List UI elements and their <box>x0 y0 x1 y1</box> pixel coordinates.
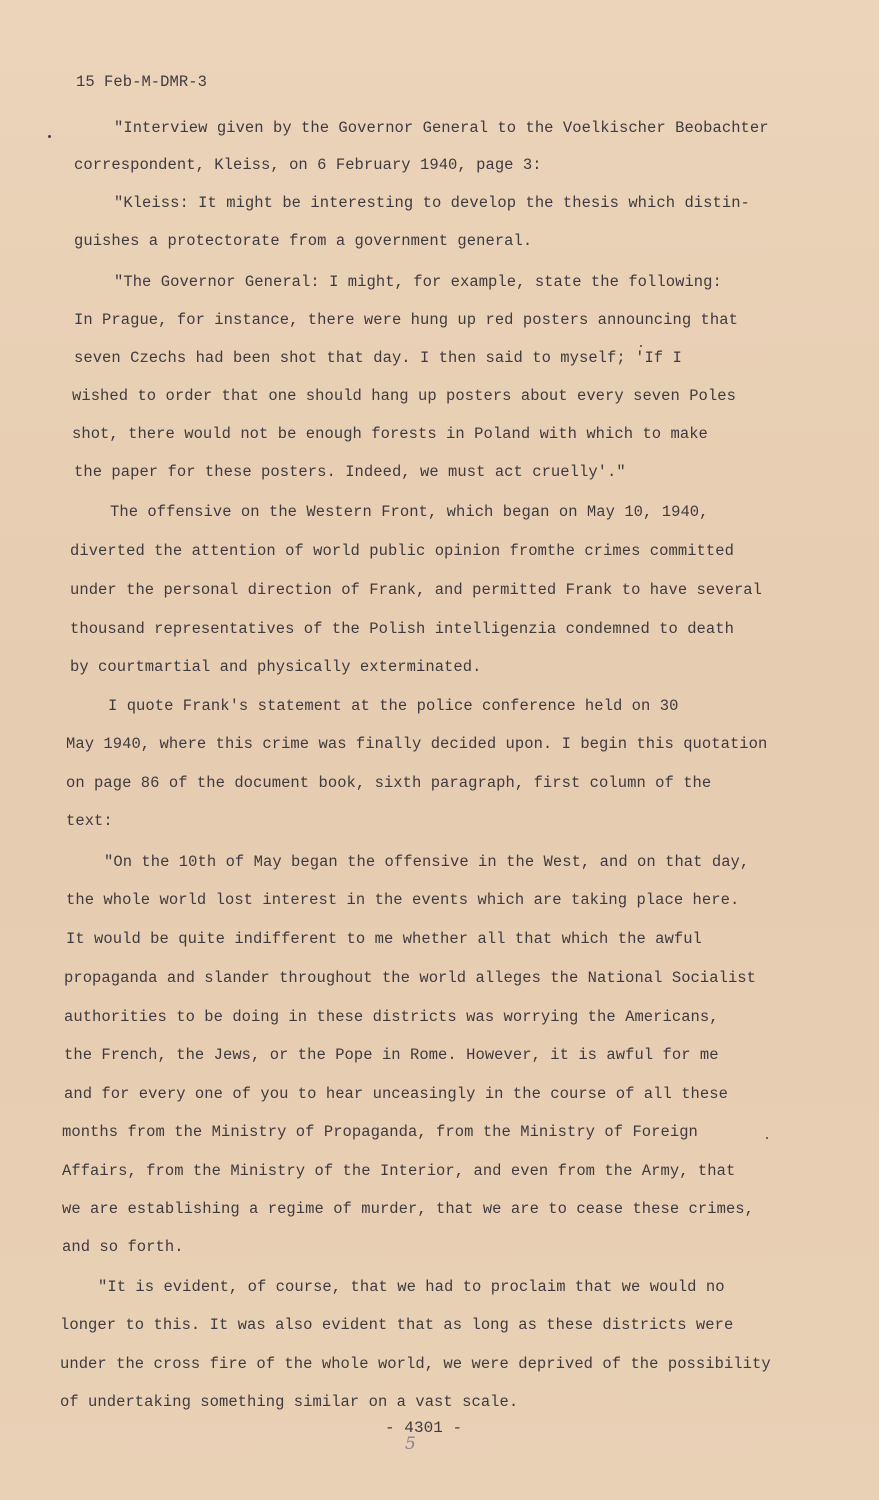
header-reference: 15 Feb-M-DMR-3 <box>76 73 207 91</box>
text-line: and so forth. <box>62 1238 184 1256</box>
text-line: seven Czechs had been shot that day. I then said to myself; 'If I <box>74 349 682 367</box>
text-line: correspondent, Kleiss, on 6 February 1940, page 3: <box>74 156 542 174</box>
text-line: we are establishing a regime of murder, that we are to cease these crimes, <box>62 1200 755 1218</box>
text-line: thousand representatives of the Polish intelligenzia condemned to death <box>70 620 734 638</box>
text-line: wished to order that one should hang up posters about every seven Poles <box>72 387 736 405</box>
text-line: under the personal direction of Frank, and permitted Frank to have several <box>70 581 763 599</box>
text-line: months from the Ministry of Propaganda, from the Ministry of Foreign <box>62 1123 698 1141</box>
text-line: text: <box>66 812 113 830</box>
text-line: "The Governor General: I might, for example, state the following: <box>114 273 722 291</box>
ink-speck <box>766 1137 768 1139</box>
ink-speck <box>48 135 51 138</box>
text-line: propaganda and slander throughout the world alleges the National Socialist <box>64 969 757 987</box>
text-line: the French, the Jews, or the Pope in Rome. However, it is awful for me <box>64 1046 719 1064</box>
text-line: under the cross fire of the whole world, we were deprived of the possibility <box>60 1355 771 1373</box>
handwritten-page-mark: 5 <box>405 1434 416 1454</box>
text-line: of undertaking something similar on a vast scale. <box>60 1393 519 1411</box>
text-line: "Interview given by the Governor General to the Voelkischer Beobachter <box>114 119 769 137</box>
text-line: I quote Frank's statement at the police conference held on 30 <box>108 697 679 715</box>
text-line: In Prague, for instance, there were hung up red posters announcing that <box>74 311 738 329</box>
text-line: authorities to be doing in these districts was worrying the Americans, <box>64 1008 719 1026</box>
text-line: on page 86 of the document book, sixth paragraph, first column of the <box>66 774 712 792</box>
text-line: shot, there would not be enough forests in Poland with which to make <box>72 425 708 443</box>
text-line: diverted the attention of world public opinion fromthe crimes committed <box>70 542 734 560</box>
page-number: - 4301 - <box>385 1419 463 1437</box>
text-line: the paper for these posters. Indeed, we must act cruelly'." <box>74 463 626 481</box>
text-line: longer to this. It was also evident that as long as these districts were <box>60 1316 734 1334</box>
text-line: "Kleiss: It might be interesting to develop the thesis which distin- <box>114 194 750 212</box>
text-line: It would be quite indifferent to me whether all that which the awful <box>66 930 702 948</box>
text-line: "It is evident, of course, that we had to proclaim that we would no <box>98 1278 725 1296</box>
text-line: by courtmartial and physically exterminated. <box>70 658 482 676</box>
ink-speck <box>640 345 642 347</box>
text-line: Affairs, from the Ministry of the Interior, and even from the Army, that <box>62 1162 736 1180</box>
text-line: The offensive on the Western Front, which began on May 10, 1940, <box>110 503 709 521</box>
text-line: May 1940, where this crime was finally decided upon. I begin this quotation <box>66 735 768 753</box>
text-line: the whole world lost interest in the events which are taking place here. <box>66 891 740 909</box>
text-line: "On the 10th of May began the offensive in the West, and on that day, <box>104 853 750 871</box>
text-line: and for every one of you to hear unceasingly in the course of all these <box>64 1085 728 1103</box>
text-line: guishes a protectorate from a government general. <box>74 232 533 250</box>
